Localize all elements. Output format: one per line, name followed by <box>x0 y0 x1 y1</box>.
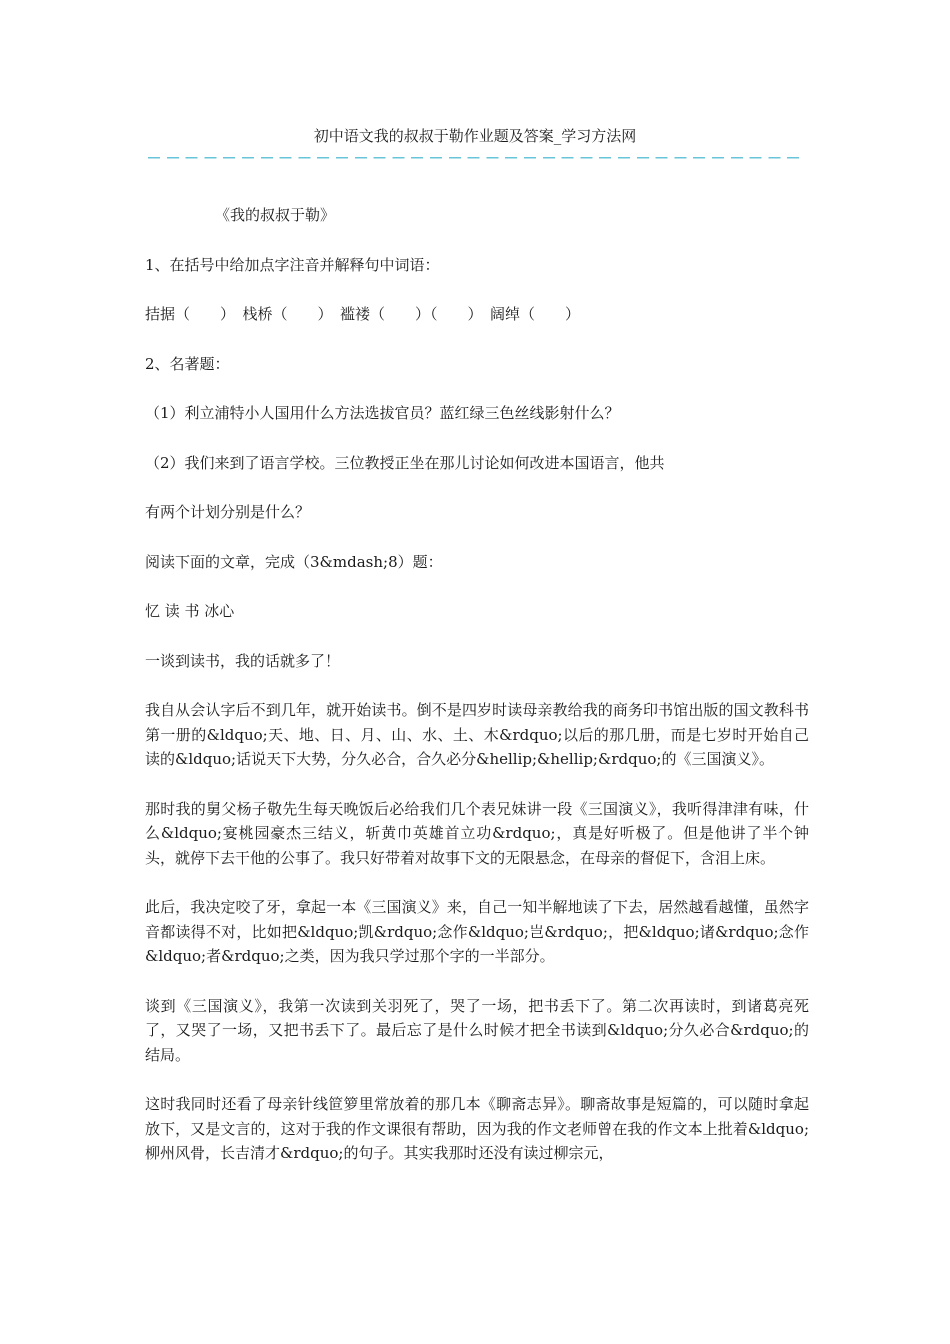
question-1-heading: 1、在括号中给加点字注音并解释句中词语： <box>145 255 440 274</box>
article-paragraph-1: 一谈到读书，我的话就多了！ <box>145 651 341 670</box>
article-paragraph-2: 我自从会认字后不到几年，就开始读书。倒不是四岁时读母亲教给我的商务印书馆出版的国文教科书第一册的&ldquo;天、地、日、月、山、水、土、木&rdquo;以后的那几册，而是七岁时开始自己读的&ldquo;话说天下大势，分久必合，合久必分&hellip;&hellip;&rdquo;的《三国演义》。 <box>145 701 809 768</box>
document-title: 初中语文我的叔叔于勒作业题及答案_学习方法网 <box>313 127 637 145</box>
question-1-items: 拮据（ ） 栈桥（ ） 褴褛（ ）（ ） 阔绰（ ） <box>145 305 581 323</box>
question-2-heading: 2、名著题： <box>145 354 230 373</box>
article-paragraph-6: 这时我同时还看了母亲针线笸箩里常放着的那几本《聊斋志异》。聊斋故事是短篇的，可以随时拿起放下，又是文言的，这对于我的作文课很有帮助，因为我的作文老师曾在我的作文本上批着&ldquo;柳州风骨，长吉清才&rdquo;的句子。其实我那时还没有读过柳宗元， <box>145 1095 809 1162</box>
article-paragraph-3: 那时我的舅父杨子敬先生每天晚饭后必给我们几个表兄妹讲一段《三国演义》，我听得津津有味，什么&ldquo;宴桃园豪杰三结义，斩黄巾英雄首立功&rdquo;，真是好听极了。但是他讲了半个钟头，就停下去干他的公事了。我只好带着对故事下文的无限悬念，在母亲的督促下，含泪上床。 <box>145 799 809 867</box>
question-2-part-2-line-2: 有两个计划分别是什么？ <box>145 503 311 521</box>
document-body <box>145 203 809 1191</box>
lesson-subtitle: 《我的叔叔于勒》 <box>215 206 336 224</box>
reading-instructions: 阅读下面的文章，完成（3&mdash;8）题： <box>145 552 443 571</box>
article-title: 忆 读 书 冰心 <box>145 602 235 620</box>
article-paragraph-4: 此后，我决定咬了牙，拿起一本《三国演义》来，自己一知半解地读了下去，居然越看越懂，虽然字音都读得不对，比如把&ldquo;凯&rdquo;念作&ldquo;岂&rdquo;，把&ldquo;诸&rdquo;念作&ldquo;者&rdquo;之类，因为我只学过那个字的一半部分。 <box>145 898 809 965</box>
question-2-part-2-line-1: （2）我们来到了语言学校。三位教授正坐在那儿讨论如何改进本国语言，他共 <box>145 453 665 472</box>
question-2-part-1: （1）利立浦特小人国用什么方法选拔官员？蓝红绿三色丝线影射什么？ <box>145 404 620 422</box>
title-divider <box>148 150 800 164</box>
article-paragraph-5: 谈到《三国演义》，我第一次读到关羽死了，哭了一场，把书丢下了。第二次再读时，到诸葛亮死了，又哭了一场，又把书丢下了。最后忘了是什么时候才把全书读到&ldquo;分久必合&rdquo;的结局。 <box>145 996 809 1064</box>
